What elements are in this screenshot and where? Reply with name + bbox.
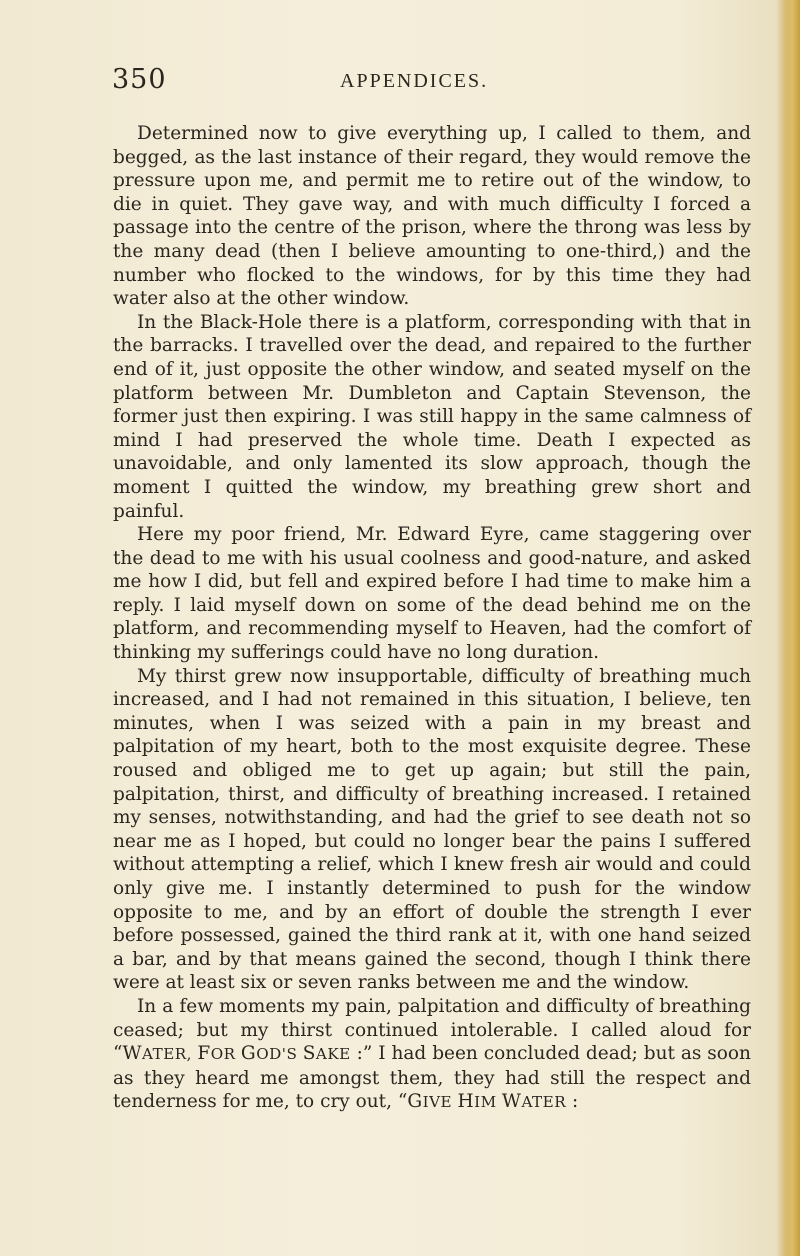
- small-caps-run: WATER, FOR GOD'S SAKE: [122, 1043, 351, 1065]
- text-run: :: [566, 1091, 579, 1113]
- paragraph: Here my poor friend, Mr. Edward Eyre, came staggering over the dead to me with his usual coolness and good-nature, and asked me how I did, but fell and expired before I had time to make him a reply. I laid myself down on some of the dead behind me on the platform, and recommending myself to Heaven, had the comfort of thinking my sufferings could have no long duration.: [113, 524, 751, 664]
- page-number: 350: [112, 64, 167, 95]
- paragraph: My thirst grew now insupportable, difficulty of breathing much increased, and I had not remained in this situation, I believe, ten minutes, when I was seized with a pain in my breast and palpitation of my heart, both to the most exquisite degree. These roused and obliged me to get up again; but still the pain, palpitation, thirst, and difficulty of breathing increased. I retained my senses, notwithstanding, and had the grief to see death not so near me as I hoped, but could no longer bear the pains I suffered without attempting a relief, which I knew fresh air would and could only give me. I instantly determined to push for the window opposite to me, and by an effort of double the strength I ever before possessed, gained the third rank at it, with one hand seized a bar, and by that means gained the second, though I think there were at least six or seven ranks between me and the window.: [113, 665, 751, 994]
- page-edge: [782, 0, 800, 1256]
- text-run: In a few moments my pain, palpitation and difficulty of breathing ceased; but my thirst continued intolerable. I called aloud for “: [113, 995, 751, 1065]
- running-head: APPENDICES.: [340, 70, 489, 92]
- body-text: [113, 122, 751, 1115]
- page-header: [112, 64, 752, 104]
- paragraph: Determined now to give everything up, I called to them, and begged, as the last instance of their regard, they would remove the pressure upon me, and permit me to retire out of the window, to die in quiet. They gave way, and with much difficulty I forced a passage into the centre of the prison, where the throng was less by the many dead (then I believe amounting to one-third,) and the number who flocked to the windows, for by this time they had water also at the other window.: [113, 123, 751, 310]
- paragraph: In the Black-Hole there is a platform, corresponding with that in the barracks. I travelled over the dead, and repaired to the further end of it, just opposite the other window, and seated myself on the platform between Mr. Dumbleton and Captain Stevenson, the former just then expiring. I was still happy in the same calmness of mind I had preserved the whole time. Death I expected as unavoidable, and only lamented its slow approach, though the moment I quitted the window, my breathing grew short and painful.: [113, 311, 751, 522]
- text-run: :” I had been concluded dead; but as soon as they heard me amongst them, they had still the respect and tenderness for me, to cry out, “: [113, 1043, 751, 1113]
- paragraph: [113, 995, 751, 1115]
- small-caps-run: GIVE HIM WATER: [407, 1091, 567, 1113]
